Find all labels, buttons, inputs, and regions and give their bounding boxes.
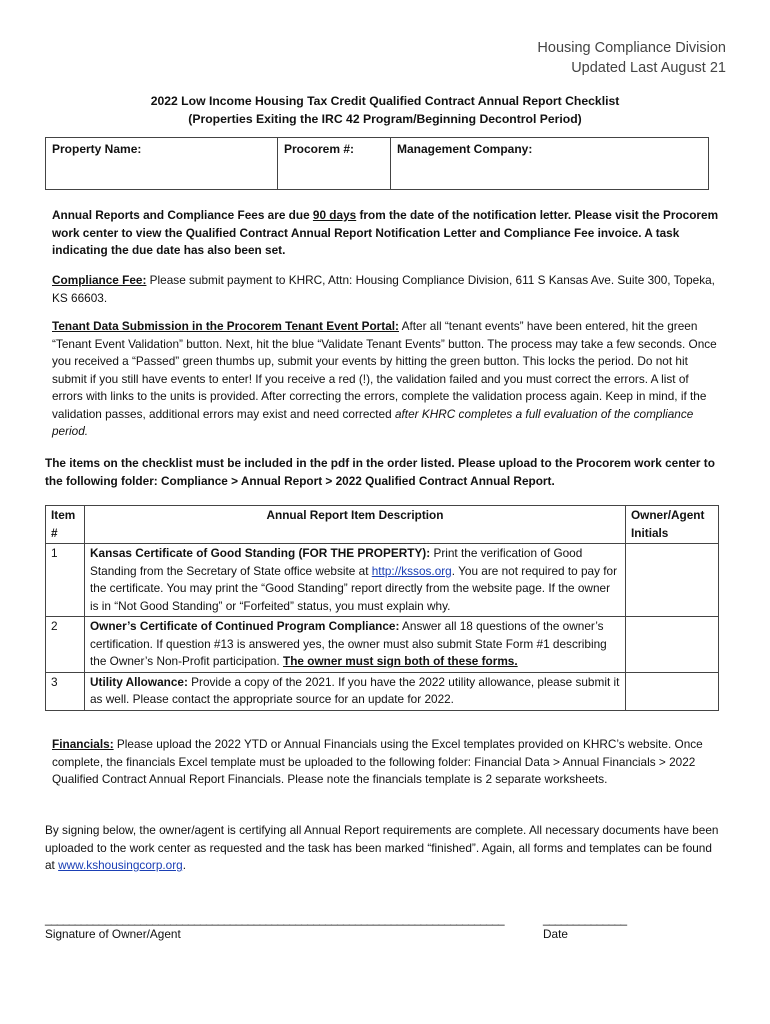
initials-cell[interactable] <box>626 617 719 673</box>
property-info-table <box>45 137 709 190</box>
tenant-data-text: After all “tenant events” have been entered, hit the green “Tenant Event Validation” button. Next, hit the blue “Validate Tenant Events” button. The process may take a few seconds. Once you received a “Passed” green thumbs up, submit your events by hitting the green button. This locks the period. Do not hit submit if you still have events to enter! If you receive a red (!), the validation failed and you must correct the errors. A list of errors with links to the units is provided. After correcting the errors, complete the validation process again. Keep in mind, if the validation passes, additional errors may exist and need corrected <box>52 319 717 421</box>
checklist-header-row <box>46 506 719 544</box>
document-title <box>0 92 770 128</box>
certification-end: . <box>182 858 186 872</box>
initials-header: Owner/Agent Initials <box>626 506 719 544</box>
item-number-header: Item # <box>46 506 85 544</box>
date-label: Date <box>543 927 568 941</box>
date-line[interactable]: ______________ <box>543 912 627 926</box>
financials-label: Financials: <box>52 737 114 751</box>
management-company-field[interactable]: Management Company: <box>391 138 709 190</box>
upload-notice: The items on the checklist must be included in the pdf in the order listed. Please upload to the Procorem work center to the following folder: Compliance > Annual Report > 2022 Qualified Contract Annual Report. <box>45 456 715 488</box>
tenant-data-paragraph <box>52 318 720 441</box>
item-number: 2 <box>46 617 85 673</box>
item-number: 3 <box>46 672 85 710</box>
checklist-table <box>45 505 719 711</box>
item-description <box>85 617 626 673</box>
compliance-fee-label: Compliance Fee: <box>52 273 147 287</box>
signature-line[interactable]: _____________________________________________________________________________ <box>45 912 504 926</box>
title-line-1: 2022 Low Income Housing Tax Credit Qualified Contract Annual Report Checklist <box>150 94 620 108</box>
kshousingcorp-link[interactable]: www.kshousingcorp.org <box>58 858 183 872</box>
item-description <box>85 544 626 617</box>
table-row <box>46 672 719 710</box>
signature-label: Signature of Owner/Agent <box>45 927 181 941</box>
item-title: Kansas Certificate of Good Standing (FOR THE PROPERTY): <box>90 546 431 560</box>
header-block <box>537 38 726 78</box>
table-row <box>46 617 719 673</box>
header-updated: Updated Last August 21 <box>571 60 726 76</box>
description-header: Annual Report Item Description <box>85 506 626 544</box>
tenant-data-italic: after KHRC completes a full evaluation of the compliance period. <box>52 406 694 438</box>
due-notice <box>52 207 720 260</box>
item-text: Answer all 18 questions of the owner’s certification. If question #13 is answered yes, the owner must also submit State Form #1 describing the Owner’s Non-Profit participation. <box>90 619 607 668</box>
item-number: 1 <box>46 544 85 617</box>
item-text-2: . You are not required to pay for the certificate. You may print the “Good Standing” report directly from the website page. If the owner is in “Not Good Standing” or “Forfeited” status, you must explain why. <box>90 563 618 613</box>
kssos-link[interactable]: http://kssos.org <box>371 563 452 578</box>
table-row <box>46 544 719 617</box>
due-notice-text: Annual Reports and Compliance Fees are due <box>52 208 313 222</box>
certification-paragraph <box>45 822 725 875</box>
financials-text: Please upload the 2022 YTD or Annual Financials using the Excel templates provided on KHRC’s website. Once complete, the financials Excel template must be uploaded to the following folder: Financial Data > Annual Financials > 2022 Qualified Contract Annual Report Financials. Please note the financials template is 2 separate worksheets. <box>52 737 703 786</box>
title-line-2: (Properties Exiting the IRC 42 Program/Beginning Decontrol Period) <box>188 112 582 126</box>
item-text: Provide a copy of the 2021. If you have the 2022 utility allowance, please submit it as well. Please contact the appropriate source for an update for 2022. <box>90 674 620 706</box>
header-division: Housing Compliance Division <box>537 40 726 56</box>
initials-cell[interactable] <box>626 672 719 710</box>
initials-cell[interactable] <box>626 544 719 617</box>
item-description <box>85 672 626 710</box>
procorem-number-field[interactable]: Procorem #: <box>278 138 391 190</box>
certification-text: By signing below, the owner/agent is certifying all Annual Report requirements are complete. All necessary documents have been uploaded to the work center as requested and the task has been marked “finished”. Again, all forms and templates can be found at <box>45 823 719 872</box>
item-text: Print the verification of Good Standing from the Secretary of State office website at <box>90 546 583 578</box>
due-notice-text-2: from the date of the notification letter. Please visit the Procorem work center to view the Qualified Contract Annual Report Notification Letter and Compliance Fee invoice. A task indicating the due date has also been set. <box>52 208 719 257</box>
tenant-data-label: Tenant Data Submission in the Procorem Tenant Event Portal: <box>52 319 399 333</box>
property-name-field[interactable]: Property Name: <box>46 138 278 190</box>
item-title: Owner’s Certificate of Continued Program Compliance: <box>90 619 400 633</box>
item-title: Utility Allowance: <box>90 674 188 689</box>
financials-paragraph <box>52 736 720 789</box>
item-emphasis: The owner must sign both of these forms. <box>283 654 518 668</box>
compliance-fee-text: Please submit payment to KHRC, Attn: Housing Compliance Division, 611 S Kansas Ave. Suite 300, Topeka, KS 66603. <box>52 273 715 305</box>
due-days: 90 days <box>312 208 357 222</box>
compliance-fee-paragraph <box>52 272 720 307</box>
